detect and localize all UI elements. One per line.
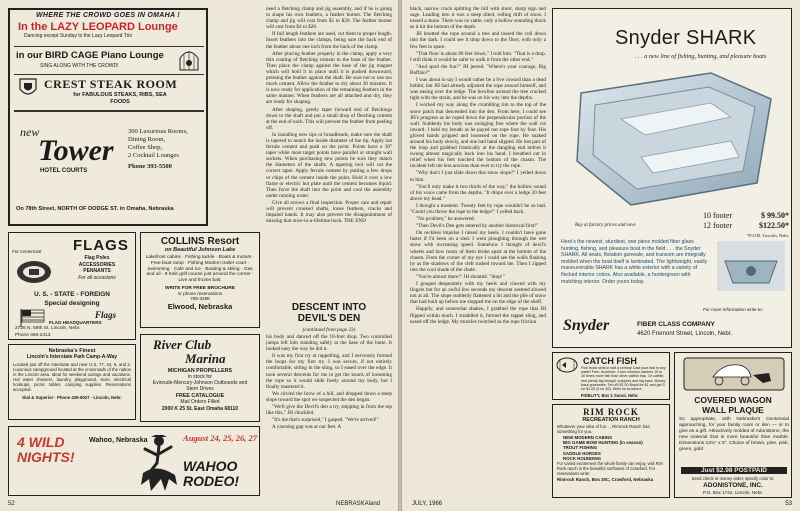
article-paragraph: "Why don't I just slide down this snow slope?" I yelled down to him. — [410, 170, 546, 183]
camp-contact: Dial & Superior · Phone 435-9027 · Lincoln, Nebr. — [22, 394, 122, 400]
article-paragraph: "It's me that's surprised," I gasped. "We're arrived!" — [272, 417, 379, 424]
collins-brochure-sub: or phone reservations — [177, 290, 223, 296]
tower-features — [128, 128, 188, 171]
issue-date: JULY, 1966 — [412, 501, 443, 507]
flags-title: FLAGS — [73, 237, 129, 254]
article-paragraph: "You'll only make it two thirds of the way," the hollow sound of his voice came from the depths. "It drops over a ledge 20 feet above my head." — [410, 183, 546, 202]
snyder-company: FIBER CLASS COMPANY — [637, 321, 715, 328]
snyder-fob: *F.O.B. Lincoln, Nebr. — [746, 233, 789, 238]
wagon-order: Send check or money order, specify color to: — [691, 476, 775, 481]
snyder-caption: Buy at factory prices and save — [575, 223, 636, 228]
wagon-company: ADONISTONE, INC. — [703, 482, 763, 489]
wagon-price: Just $2.98 POSTPAID — [681, 467, 787, 474]
flags-item: ACCESSORIES — [78, 261, 116, 268]
article-paragraph: It was my first try at rappelling, and I nervously formed the loops for my first try. I was secure, if not entirely comfortable, sitting in the sling, so I eased over the edge. It took several descents for me to get the knack of loosening the rope so it would slide freely around my body, but I finally mastered it. — [266, 353, 392, 390]
flags-hq: FLAG HEADQUARTERS — [49, 320, 102, 325]
page-number-right: 53 — [785, 501, 792, 507]
tower-name: Tower — [38, 134, 114, 167]
flags-us: U. S. - STATE - FOREIGN — [34, 291, 110, 298]
boat-front-photo — [717, 241, 785, 291]
collins-phone: 785-3298 — [190, 295, 210, 301]
crest-icon — [18, 77, 38, 99]
flag-icon — [19, 309, 49, 327]
leopard-title: In the LAZY LEOPARD Lounge — [18, 21, 178, 33]
catchfish-body: Fish Hook sells in half a century Cast your bait in any water! Free, brochure. 3 lure minnow catches 10 to 30 times more fish than other catfish trap. Or catfish reel plenty big bluegill, crappies and big bass. Money back guarantee. Ten #5 $1.00 Brazil for $1 and get 3 for $1.00 (5 for $2). Write for brochure. — [581, 366, 666, 392]
rimrock-item: NEW MODERN CABINS — [563, 435, 613, 440]
flags-item: For all occasions — [78, 274, 116, 281]
tower-feature: 2 Cocktail Lounges — [128, 152, 179, 159]
leopard-sub: Dancing except Sunday to the Lazy Leopard Trio — [24, 33, 133, 39]
article-paragraph: "And spoil the fun?" JH jeered. "Where's your courage, Big Buffalo?" — [410, 63, 546, 76]
article-paragraph: Happily, and somewhat shaken, I grabbed the rope that JH flipped within reach. I straddled it, formed the rappel sling, and eased off the ledge. My muscles twitched as the rope friction — [410, 306, 546, 325]
snyder-title: Snyder SHARK — [615, 27, 757, 49]
collins-body: Lakefront cabins · Fishing tackle · Boats & motors · Free boat ramp · Fishing Modern trailer court · Swimming · Cafe and Ice · Boating & skiing · Gas and oil · 9 hole golf course just around the corner · Live and frozen bait. — [145, 255, 255, 284]
rimrock-item: TROUT FISHING — [563, 445, 598, 451]
wahoo-dates: August 24, 25, 26, 27 — [183, 433, 257, 443]
right-page — [402, 0, 800, 511]
birdcage-title: in our BIRD CAGE Piano Lounge — [16, 50, 164, 61]
article-column-fletching — [266, 6, 392, 268]
centennial-emblem-icon — [15, 259, 53, 285]
article-paragraph: I thought a moment. Twenty feet by rope wouldn't be so bad. "Could you throw the rope to the ledge?" I yelled back. — [410, 202, 546, 215]
article-paragraph: In installing new tips or broadheads, make sure the shaft is tapered to match the inside diameter of the tip. Apply hot ferrule cement and push on the point. Points have a 30° taper while most target points have parallel or straight wall sockets. When purchasing new points be sure they match the diameters of the shafts. A tapering tool will cut the correct taper. Apply ferrule cement by putting a few drops or chips of the cement inside the point. Hold it over a low flame or electric hot plate until the cement becomes liquid. Then force the shaft into the point and cool the assembly under running water. — [266, 131, 392, 199]
collins-ad — [140, 232, 260, 328]
magazine-name: NEBRASKAland — [336, 501, 381, 507]
riverclub-catalog: FREE CATALOGUE — [175, 393, 225, 399]
tower-feature: Coffee Shop, — [128, 144, 163, 151]
snyder-address: 4620 Fremont Street, Lincoln, Nebr. — [637, 331, 733, 337]
snyder-prices — [703, 211, 789, 241]
page-number-left: 52 — [8, 501, 15, 507]
wahoo-ad — [8, 426, 260, 496]
riverclub-ad — [140, 334, 260, 422]
rimrock-ad — [552, 404, 670, 498]
camp-ad — [8, 344, 136, 420]
wagon-title: COVERED WAGON — [694, 395, 772, 405]
flags-item: PENNANTS — [83, 268, 111, 274]
article-paragraph: If full length feathers are used, cut them to proper length. Insert feathers into the clamps, being sure the back end of the feather about one inch from the back of the clamp. — [266, 31, 392, 50]
price1: $ 99.50* — [761, 211, 789, 220]
tower-name-top: new — [20, 125, 40, 139]
article-paragraph: "You're almost there!" JH shouted. "Stop!" — [416, 273, 505, 280]
tower-feature: 300 Luxurious Rooms, — [128, 128, 188, 135]
rimrock-intro: Whatever your idea of fun ... Rimrock Ranch has something for you. — [557, 424, 650, 434]
rodeo-rider-icon — [137, 433, 181, 493]
article-paragraph: "No problem," he answered. — [416, 216, 475, 223]
birdcage-sub: SING ALONG WITH THE CROWD! — [40, 63, 119, 69]
article2-continued: (continued from page 23) — [302, 327, 356, 333]
rimrock-sub: RECREATION RANCH — [582, 417, 640, 423]
crest-title: CREST STEAK ROOM — [44, 77, 178, 91]
article-column-continued — [410, 6, 546, 498]
birdcage-icon — [176, 46, 202, 72]
article-paragraph: I was about to say I would rather be a live coward than a dead hobbit, but JH had already adjusted the rope around himself, and was easing over the ledge. The bowline around the tree cracked tight with the strain, and he was on his way into the depths. — [410, 77, 546, 102]
collins-town: Elwood, Nebraska — [167, 301, 233, 311]
snyder-logo: Snyder — [563, 317, 610, 334]
camp-title: Nebraska's Finest — [48, 348, 96, 354]
article-paragraph: Give all arrows a final inspection. Proper care and repair will prevent crooked shafts, loose feathers, cracks and impaled hands. It may also prevent the disappointment of missing that once-in-a-lifetime buck. THE END — [266, 199, 392, 225]
tower-address: On 78th Street, NORTH OF DODGE ST. in Omaha, Nebraska — [16, 206, 174, 212]
left-page — [0, 0, 398, 511]
flags-label: For centennial — [12, 249, 42, 254]
rimrock-item: SADDLE HORSES — [563, 450, 601, 456]
flags-item: Flag Poles — [84, 255, 110, 261]
rimrock-items — [553, 435, 669, 461]
camp-sub: Lincoln's Interstate Park Camp-A-Way — [26, 354, 118, 360]
article-paragraph: We circled the brow of a hill, and dropped down a steep slope toward the spot we suspected the den began. — [266, 390, 392, 403]
fish-trap-icon — [556, 356, 578, 374]
article-paragraph: his body and danced off the 18-foot drop. Two controlled jumps left him standing safely at the base of the butte. It looked easy the way he did it. — [266, 334, 392, 353]
article-paragraph: A yawning gap was at our feet. A — [272, 424, 342, 431]
article-column-devils-den — [266, 334, 392, 496]
riverclub-address: 2000 K 25 St. East Omaha 68110 — [161, 406, 239, 412]
riverclub-stock: in stock for — [187, 374, 213, 380]
riverclub-brands: Evinrude-Mercury-Johnson Outboards and Stern Drives — [152, 380, 248, 392]
rimrock-address: Rimrock Ranch, Box 30C, Crawford, Nebraska — [557, 477, 654, 483]
flags-brand: Flags — [95, 310, 117, 320]
article-paragraph: I worked my way along the crumbling rim to the top of the snow patch that descended into the den. From here, I could see JH's progress as he roped down the perpendicular portion of the wall. Suddenly his body was swinging free where the wall cut inward. I held my breath as he payed out rope foot by foot. His gloved hands gripped and loosened on the rope. He snaked around his body slowly, and one bad hand slipped. He lost part of the loop and grabbed frantically at the dangling end before it swung almost magically back into his hand. I breathed out in relief when his feet touched the bottom of the chasm. The incident left me less anxious than ever to try the rope. — [410, 102, 546, 170]
hotel-ad — [8, 8, 208, 226]
flags-items — [59, 255, 135, 281]
article-paragraph: "That floor is about 80 feet down," I told him. "That is a drop. I still think it would be safer to walk it from the other end." — [410, 50, 546, 63]
article-paragraph: After placing feather properly in the clamp, apply a very thin coating of fletching cement to the base of the feather. Then place the clamp against the base of the jig magnet which will hold it in place until it is pushed downward, pressing the feather against the shaft. Be sure not to use too much cement. Allow the feather to dry about 30 minutes. It is now ready for application of the remaining feathers in the same manner. When feathers are all attached and dry, they are ready for shaping. — [266, 50, 392, 106]
article-paragraph: I gouged desperately with my heels and clawed with my fingers but for an awful few seconds my descent seemed slowed not at all. The slope suddenly flattened a bit and the pile of snow that had built up before me stopped me on the edge of the shelf. — [410, 281, 546, 306]
price1-label: 10 footer — [703, 211, 733, 220]
flags-special: Special designing — [44, 300, 100, 307]
rimrock-reserve: For varied excitement the whole family can enjoy, visit Rim Rock ranch in the beautiful northwest of Crawford. For reservations write: — [557, 461, 663, 476]
flags-address: 2726 N. 59th St. Lincoln, Nebr. — [15, 326, 81, 331]
tower-phone: Phone 393-5500 — [128, 163, 172, 170]
hotel-ad-tagline: WHERE THE CROWD GOES IN OMAHA ! — [36, 12, 180, 19]
article-paragraph: "Then Devil's Den gets entered by another historical first!" — [416, 223, 539, 230]
camp-body: Located just off the Interstate and near U.S. 77, 34, 6, and 2. Luxurious campground located at the crossroads of the nation in the Lincoln area. Ideal for weekend outings and vacations. Hot water showers, laundry, playground, store, electrical hookups, picnic tables, camping supplies. Reservations accepted. — [13, 362, 131, 393]
riverclub-title2: Marina — [185, 351, 226, 366]
snyder-tagline: . . . a new line of fishing, hunting, and pleasure boats — [635, 53, 767, 60]
article-paragraph: On reckless impulse I raised my heels. I couldn't have gone faster if I'd been on a sled. I went ploughing through the wet snow with increasing speed. Somehow I thought of devil's wheels and how many of them broke apart at the bottom of the chasm. From the corner of my eye I could see the walls flashing by as the shadows of the cleft rushed toward me. Then I zipped into the cool shade of the chute. — [410, 230, 546, 273]
price2: $122.50* — [759, 221, 789, 230]
tower-feature: Dining Room, — [128, 136, 166, 143]
wagon-body: So appropriate, with Nebraska's Centennial approaching, for your family room or den — or to give as a gift. Attractively molded of Adonistone, the new material that is more beautiful than marble. Dimensions 13¾" x 5". Choice of brown, pine, pink, green, gold — [679, 417, 789, 452]
article2-title: DESCENT INTO DEVIL'S DEN — [291, 302, 367, 324]
flags-phone: Phone 466-2413 — [15, 333, 51, 338]
wahoo-left: 4 WILD NIGHTS! — [17, 434, 75, 465]
rimrock-title: RIM ROCK — [583, 407, 639, 417]
article-paragraph: After shaping, gently taper forward end of fletchings down to the shaft and put a small drop of fletching cement at the end of each. This will prevent the feather from peeling off. — [266, 106, 392, 131]
article-paragraph: JH knotted the rope around a tree and tossed the coil down into the dark. I could see it drop down to the floor, with only a few feet to spare. — [410, 31, 546, 50]
wagon-plaque-photo — [683, 357, 785, 391]
catchfish-address: FIDELITY, Box 1 Sunol, Nebr. — [581, 393, 639, 398]
snyder-more: For more information write to: — [703, 307, 763, 312]
collins-brochure: WRITE FOR FREE BROCHURE — [164, 285, 236, 291]
article-paragraph: "We'll give the Devil's den a try, stepping in from the top like this," JH chuckled. — [266, 404, 392, 417]
price2-label: 12 footer — [703, 221, 733, 230]
riverclub-sub: MICHIGAN PROPELLERS — [167, 368, 233, 374]
snyder-ad — [552, 8, 792, 348]
wagon-ad — [674, 352, 792, 498]
catchfish-ad — [552, 352, 670, 400]
snyder-body: Here's the newest, sturdiest, one piece molded fiber glass hunting, fishing, and pleasure boat in the field . . . the Snyder SHARK. All seats, flotation gunwale, and transom are integrally molded when the boat itself is laminated. The lightweight, easily maneuverable SHARK has a white exterior with a variety of flecked interior colors. Also available, a huntergreen with matching interior. Order yours today. — [561, 239, 708, 285]
collins-sub: on Beautiful Johnson Lake — [164, 247, 236, 253]
boat-photo — [561, 65, 785, 213]
rimrock-item: BIG GAME BOW HUNTING (in season) — [563, 440, 643, 446]
riverclub-title: River Club — [153, 337, 212, 352]
tower-sub: HOTEL COURTS — [40, 168, 88, 174]
article-paragraph: black, narrow crack splitting the hill with short, sharp sign and sage. Leading into it was a steep tilted, rolling drift of snow. I tossed a stone. There was no rattle, only a hollow sounding thuck as it hit the bottom of the depth. — [410, 6, 546, 31]
collins-title: COLLINS Resort — [160, 236, 240, 247]
wahoo-town: Wahoo, Nebraska — [89, 437, 148, 444]
wahoo-right: WAHOO RODEO! — [183, 458, 239, 489]
catchfish-title: CATCH FISH — [583, 356, 637, 366]
flags-ad — [8, 232, 136, 340]
rimrock-item: ROCK HOUNDING — [563, 455, 602, 461]
riverclub-mail: Mail Orders Filled — [180, 399, 220, 405]
wagon-address: P.O. Box 1742, Lincoln, Nebr. — [703, 490, 763, 495]
wagon-title2: WALL PLAQUE — [702, 405, 764, 415]
article-paragraph: need a fletching clamp and jig assembly, and if he is going to shape his own feathers, a feather burner. The fletching clamp and jig will cost from $5 to $20. The feather burner will cost from $4 to $20. — [266, 6, 392, 31]
crest-sub: for FABULOUS STEAKS, RIBS, SEA FOODS — [73, 92, 167, 105]
